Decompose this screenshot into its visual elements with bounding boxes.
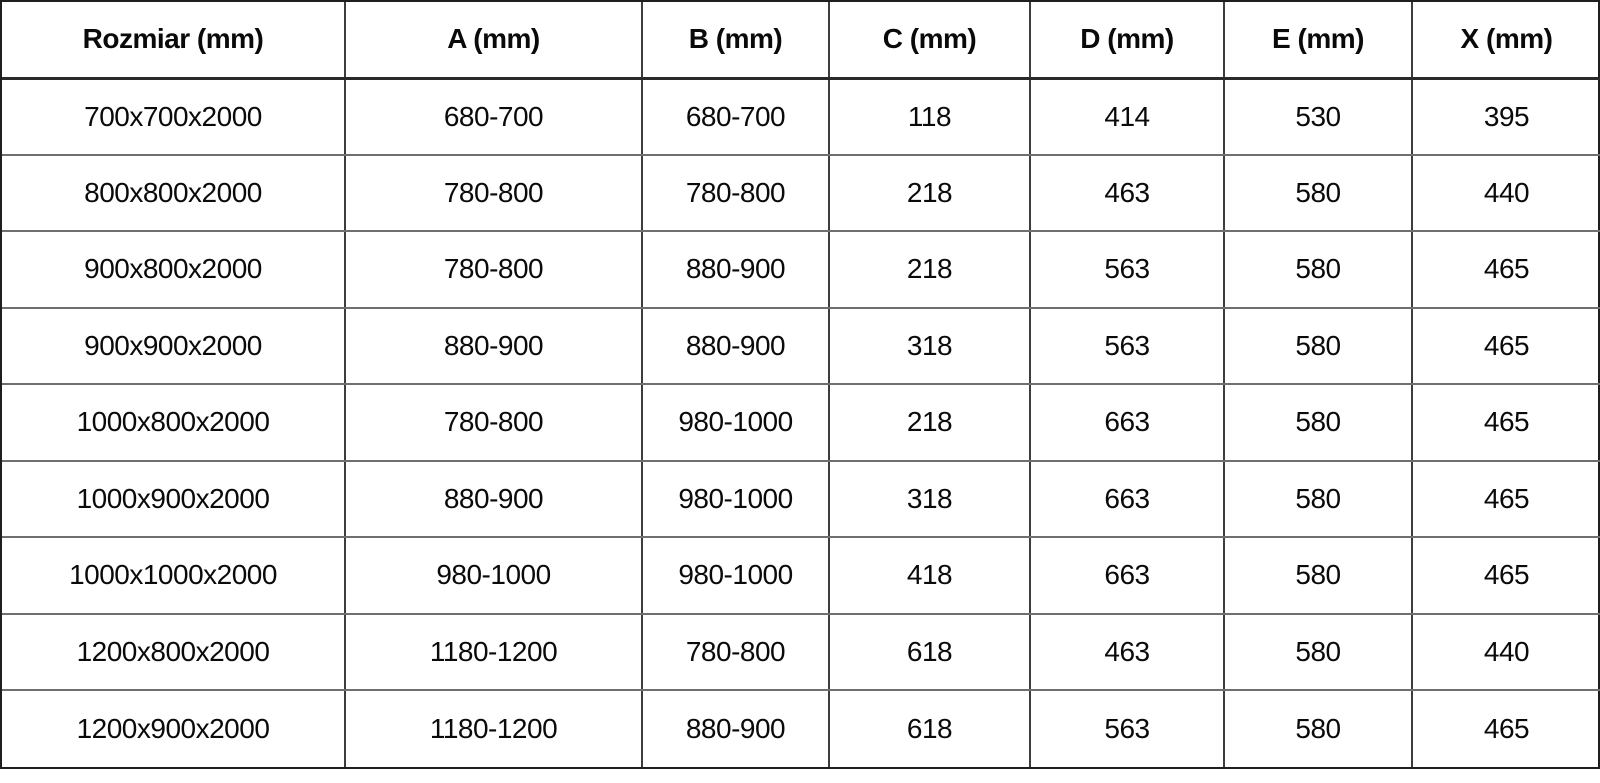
table-cell: 700x700x2000 [2, 78, 345, 155]
table-row [2, 614, 1600, 691]
table-cell: 980-1000 [642, 537, 829, 614]
table-row [2, 690, 1600, 767]
table-cell: 880-900 [345, 461, 642, 538]
table-cell: 414 [1030, 78, 1224, 155]
table-cell: 680-700 [345, 78, 642, 155]
table-cell: 780-800 [345, 155, 642, 232]
table-cell: 663 [1030, 384, 1224, 461]
table-cell: 580 [1224, 690, 1412, 767]
table-cell: 418 [829, 537, 1030, 614]
table-cell: 218 [829, 384, 1030, 461]
table-row [2, 537, 1600, 614]
table-row [2, 308, 1600, 385]
table-cell: 218 [829, 231, 1030, 308]
table-cell: 1200x900x2000 [2, 690, 345, 767]
table-cell: 463 [1030, 155, 1224, 232]
table-body [2, 78, 1600, 767]
column-header-d: D (mm) [1030, 2, 1224, 78]
table-cell: 218 [829, 155, 1030, 232]
table-cell: 563 [1030, 231, 1224, 308]
table-cell: 1000x1000x2000 [2, 537, 345, 614]
header-row [2, 2, 1600, 78]
table-cell: 1180-1200 [345, 614, 642, 691]
table-cell: 465 [1412, 231, 1600, 308]
table-cell: 880-900 [642, 231, 829, 308]
table-cell: 580 [1224, 155, 1412, 232]
table-cell: 780-800 [345, 231, 642, 308]
table-row [2, 231, 1600, 308]
table-cell: 563 [1030, 308, 1224, 385]
table-cell: 318 [829, 308, 1030, 385]
table-row [2, 78, 1600, 155]
table-cell: 663 [1030, 537, 1224, 614]
table-cell: 580 [1224, 614, 1412, 691]
table-cell: 465 [1412, 690, 1600, 767]
table-row [2, 155, 1600, 232]
table-cell: 465 [1412, 308, 1600, 385]
table-cell: 780-800 [345, 384, 642, 461]
table-cell: 465 [1412, 384, 1600, 461]
table-header-row [2, 2, 1600, 78]
table-cell: 900x900x2000 [2, 308, 345, 385]
table-cell: 440 [1412, 614, 1600, 691]
shower-enclosure-dimension-table [2, 2, 1600, 767]
table-cell: 318 [829, 461, 1030, 538]
table-cell: 980-1000 [642, 384, 829, 461]
table-cell: 463 [1030, 614, 1224, 691]
table-cell: 880-900 [642, 690, 829, 767]
table-cell: 618 [829, 614, 1030, 691]
table-cell: 1180-1200 [345, 690, 642, 767]
table-cell: 580 [1224, 384, 1412, 461]
table-cell: 465 [1412, 461, 1600, 538]
table-cell: 980-1000 [642, 461, 829, 538]
table-cell: 618 [829, 690, 1030, 767]
table-cell: 980-1000 [345, 537, 642, 614]
table-cell: 900x800x2000 [2, 231, 345, 308]
table-cell: 1000x800x2000 [2, 384, 345, 461]
table-cell: 530 [1224, 78, 1412, 155]
table-cell: 580 [1224, 308, 1412, 385]
column-header-c: C (mm) [829, 2, 1030, 78]
table-row [2, 384, 1600, 461]
table-cell: 395 [1412, 78, 1600, 155]
column-header-x: X (mm) [1412, 2, 1600, 78]
table-cell: 465 [1412, 537, 1600, 614]
column-header-rozmiar: Rozmiar (mm) [2, 2, 345, 78]
table-row [2, 461, 1600, 538]
table-cell: 580 [1224, 231, 1412, 308]
table-cell: 580 [1224, 461, 1412, 538]
table-cell: 780-800 [642, 614, 829, 691]
table-cell: 1000x900x2000 [2, 461, 345, 538]
table-cell: 780-800 [642, 155, 829, 232]
table-cell: 880-900 [345, 308, 642, 385]
table-cell: 580 [1224, 537, 1412, 614]
table-cell: 800x800x2000 [2, 155, 345, 232]
column-header-b: B (mm) [642, 2, 829, 78]
column-header-e: E (mm) [1224, 2, 1412, 78]
table-cell: 563 [1030, 690, 1224, 767]
table-cell: 880-900 [642, 308, 829, 385]
table-cell: 663 [1030, 461, 1224, 538]
table-cell: 1200x800x2000 [2, 614, 345, 691]
table-cell: 440 [1412, 155, 1600, 232]
column-header-a: A (mm) [345, 2, 642, 78]
table-cell: 118 [829, 78, 1030, 155]
table-cell: 680-700 [642, 78, 829, 155]
